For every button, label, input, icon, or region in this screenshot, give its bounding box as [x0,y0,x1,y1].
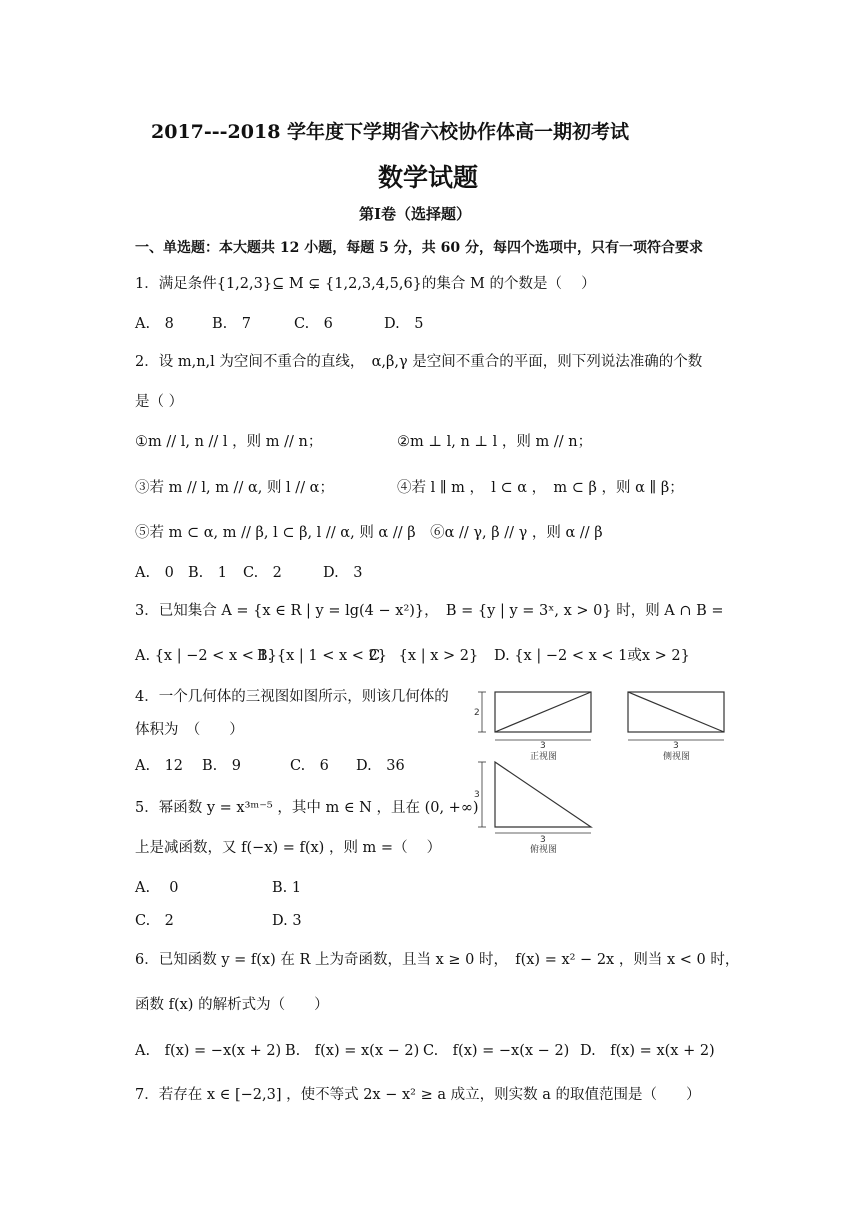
section-instruction: 一、单选题：本大题共 12 小题，每题 5 分，共 60 分，每四个选项中，只有一项符合要求 [135,240,703,256]
question-1-stem: 1．满足条件{1,2,3}⊆ M ⊊ {1,2,3,4,5,6}的集合 M 的个数是（ ） [135,276,596,292]
option-a: A. 8 [135,316,174,332]
option-d: D. 3 [272,913,302,929]
question-5-stem-continued: 上是减函数，又 f(−x) = f(x) ，则 m =（ ） [135,840,442,856]
option-d: D. 36 [356,758,405,774]
option-b: B. 7 [212,316,251,332]
option-b: B. 9 [202,758,241,774]
option-d: D. f(x) = x(x + 2) [580,1043,715,1059]
option-b: B. f(x) = x(x − 2) [285,1043,420,1059]
option-a: A. 0 [135,565,174,581]
option-a: A. 0 [135,880,179,896]
option-c: C. 6 [290,758,329,774]
side-view-diagonal [628,692,724,732]
side-width-label: 3 [673,741,679,751]
statement-3: ③若 m // l, m // α, 则 l // α； [135,480,334,496]
top-view-triangle [495,762,591,827]
question-3-stem: 3．已知集合 A = {x ∈ R | y = lg(4 − x²)}， B = {y | y = 3ˣ, x > 0} 时，则 A ∩ B = [135,603,724,619]
option-b: B. {x | 1 < x < 2} [257,648,387,664]
side-view-label: 侧视图 [663,752,691,762]
question-6-stem: 6．已知函数 y = f(x) 在 R 上为奇函数，且当 x ≥ 0 时， f(x) = x² − 2x ，则当 x < 0 时， [135,952,740,968]
option-c: C. f(x) = −x(x − 2) [423,1043,570,1059]
question-7-stem: 7．若存在 x ∈ [−2,3] ，使不等式 2x − x² ≥ a 成立，则实数 a 的取值范围是（ ） [135,1087,701,1103]
option-b: B. 1 [188,565,227,581]
option-a: A. {x | −2 < x < 1} [135,648,277,664]
statement-1: ①m // l, n // l ，则 m // n； [135,434,323,450]
front-width-label: 3 [540,741,546,751]
subject-title: 数学试题 [378,163,479,192]
option-d: D. {x | −2 < x < 1或x > 2} [494,648,690,664]
option-c: C. 2 [243,565,282,581]
option-c: C. {x | x > 2} [369,648,479,664]
option-c: C. 6 [294,316,333,332]
top-width-label: 3 [540,835,546,845]
question-4-stem-continued: 体积为 （ ） [135,722,244,738]
question-4-stem: 4．一个几何体的三视图如图所示，则该几何体的 [135,689,449,705]
front-view-label: 正视图 [530,752,558,762]
question-6-stem-continued: 函数 f(x) 的解析式为（ ） [135,997,329,1013]
front-height-label: 2 [474,708,480,718]
three-view-figure [470,682,740,854]
question-2-stem: 2．设 m,n,l 为空间不重合的直线， α,β,γ 是空间不重合的平面，则下列说法准确的个数 [135,354,703,370]
front-view-diagonal [495,692,591,732]
part-title: 第Ⅰ卷（选择题） [359,205,472,223]
option-b: B. 1 [272,880,302,896]
question-2-stem-continued: 是（ ） [135,394,184,410]
exam-title: 2017---2018 学年度下学期省六校协作体高一期初考试 [151,121,630,143]
statement-5-6: ⑤若 m ⊂ α, m // β, l ⊂ β, l // α, 则 α // β ⑥α // γ, β // γ ，则 α // β [135,525,603,541]
option-d: D. 5 [384,316,424,332]
option-a: A. f(x) = −x(x + 2) [135,1043,282,1059]
top-view-label: 俯视图 [530,845,558,854]
statement-4: ④若 l ∥ m ， l ⊂ α ， m ⊂ β ，则 α ∥ β； [397,480,684,496]
option-d: D. 3 [323,565,363,581]
option-c: C. 2 [135,913,174,929]
top-height-label: 3 [474,790,480,800]
question-5-stem: 5．幂函数 y = x³ᵐ⁻⁵ ，其中 m ∈ N ，且在 (0, +∞) [135,800,479,816]
statement-2: ②m ⊥ l, n ⊥ l ，则 m // n； [397,434,593,450]
option-a: A. 12 [135,758,184,774]
